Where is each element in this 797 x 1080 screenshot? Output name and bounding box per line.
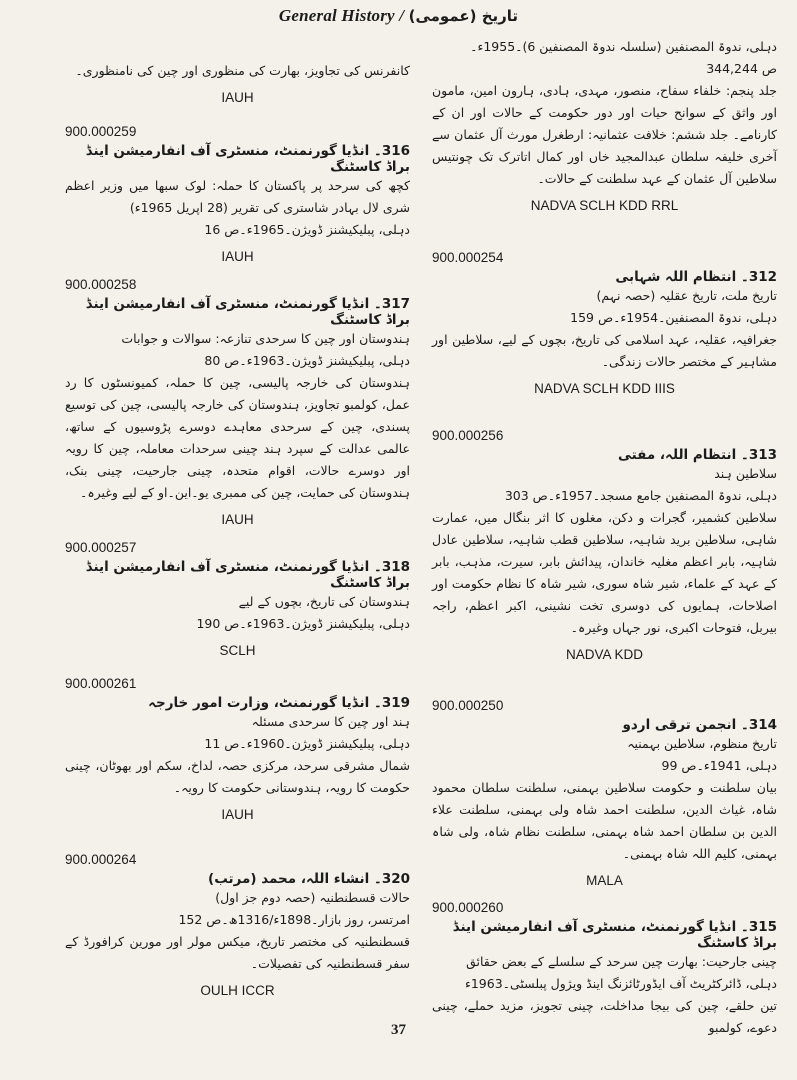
- bibliography-entry: [432, 428, 777, 662]
- entry-line: ہندوستان اور چین کا سرحدی تنازعہ: سوالات و جوابات: [121, 331, 410, 346]
- library-code: NADVA KDD: [565, 647, 644, 662]
- entry-line: دہلی، 1941ء۔ص 99: [661, 758, 777, 773]
- entry-description: جغرافیہ، عقلیہ، عہد اسلامی کی تاریخ، بچوں کے لیے، سلاطین اور مشاہیر کے مختصر حالات زندگی۔: [432, 332, 777, 369]
- accession-number: 900.000256: [432, 428, 504, 443]
- page-number: 37: [391, 1022, 406, 1038]
- page-header: [0, 6, 797, 26]
- bibliography-entry: [432, 36, 777, 213]
- accession-number: 900.000258: [65, 277, 137, 292]
- accession-number: 900.000250: [432, 698, 504, 713]
- entry-heading: 319۔ انڈیا گورنمنٹ، وزارت امور خارجہ: [148, 695, 410, 711]
- entry-heading: 314۔ انجمن ترقی اردو: [622, 717, 777, 733]
- entry-heading: 312۔ انتظام اللہ شہابی: [615, 269, 777, 285]
- entry-line: دہلی، ندوۃ المصنفین (سلسلہ ندوۃ المصنفین 6)۔1955ء۔: [470, 39, 777, 54]
- entry-line: دہلی، ندوۃ المصنفین جامع مسجد۔1957ء۔ص 303: [504, 488, 777, 503]
- entry-description: قسطنطنیہ کی مختصر تاریخ، میکس مولر اور مورین کرافورڈ کے سفر قسطنطنیہ کی تفصیلات۔: [65, 934, 410, 971]
- entry-description: جلد پنجم: خلفاء سفاح، منصور، مہدی، ہادی، ہارون امین، مامون اور واثق کے سوانح حیات اور دور حکومت کے حالات اور ان کے کارنامے۔ جلد ششم: خلافت عثمانیہ: ارطغرل مورث آل عثمان سے آخری خلیفہ سلطان عبدالمجید خاں اور کمال اتاترک تک چونتیس سلاطین آل عثمان کے عہد سلطنت کے حالات۔: [432, 83, 777, 186]
- library-code: IAUH: [221, 90, 254, 105]
- entry-line: دہلی، پبلیکیشنز ڈویژن۔1963ء۔ص 80: [204, 353, 410, 368]
- entry-line: ہند اور چین کا سرحدی مسئلہ: [251, 714, 410, 729]
- entry-heading: 320۔ انشاء اللہ، محمد (مرتب): [208, 871, 410, 887]
- library-code: SCLH: [219, 643, 256, 658]
- bibliography-entry: [432, 900, 777, 1039]
- accession-number: 900.000264: [65, 852, 137, 867]
- entry-line: ص 344,244: [706, 61, 777, 76]
- entry-line: ہندوستان کی تاریخ، بچوں کے لیے: [238, 594, 410, 609]
- entry-line: دہلی، پبلیکیشنز ڈویژن۔1960ء۔ص 11: [204, 736, 410, 751]
- bibliography-entry: [65, 852, 410, 998]
- header-title-ur: تاریخ (عمومی): [408, 7, 519, 25]
- header-title-en: General History /: [278, 6, 405, 25]
- library-code: OULH ICCR: [200, 983, 275, 998]
- entry-description: سلاطین کشمیر، گجرات و دکن، مغلوں کا اثر بنگال میں، عمارت شاہی، سلاطین برید شاہیہ، سلاطین قطب شاہیہ، سلاطین عادل شاہیہ، بابر اعظم مغلیہ خاندان، پیدائش بابر، سیرت، مذہب، بابر کے عہد کے علماء، شیر شاہ سوری، شیر شاہ کا نظام حکومت اور اصلاحات، ہمایوں کی دوسری تخت نشینی، اکبر اعظم، راجہ بیربل، فتوحات اکبری، نور جہاں وغیرہ۔: [432, 510, 777, 635]
- accession-number: 900.000260: [432, 900, 504, 915]
- library-code: IAUH: [221, 512, 254, 527]
- entry-line: دہلی، پبلیکیشنز ڈویژن۔1963ء۔ص 190: [196, 616, 410, 631]
- entry-description: ہندوستان کی خارجہ پالیسی، چین کا حملہ، کمیونسٹوں کا رد عمل، کولمبو تجاویز، ہندوستان کی خارجہ پالیسی، چین کی توسیع پسندی، چین کے سرحدی معاہدے دوسرے پڑوسیوں کے ساتھ، عالمی عدالت کے سپرد ہند چینی سرحدات معاملہ، چین کا رویہ اور دوسرے حالات، اقوام متحدہ، چینی جارحیت، چینی بنک، ہندوستان کی حمایت، چین کی ممبری یو۔این۔او کے لیے وغیرہ۔: [65, 375, 410, 500]
- entry-line: دہلی، ڈائرکٹریٹ آف ایڈورٹائزنگ اینڈ ویژول پبلسٹی۔1963ء: [464, 976, 777, 991]
- entry-heading: 317۔ انڈیا گورنمنٹ، منسٹری آف انفارمیشن اینڈ براڈ کاسٹنگ: [85, 296, 410, 328]
- library-code: IAUH: [221, 249, 254, 264]
- entry-description: شمال مشرقی سرحد، مرکزی حصہ، لداخ، سکم اور بھوٹان، چینی حکومت کا رویہ، ہندوستانی حکومت کا رویہ۔: [65, 758, 410, 795]
- library-code: MALA: [586, 873, 623, 888]
- entry-line: دہلی، پبلیکیشنز ڈویژن۔1965ء۔ص 16: [204, 222, 410, 237]
- entry-line: سلاطین ہند: [714, 466, 777, 481]
- entry-description: تین حلقے، چین کی بیجا مداخلت، چینی تجویز، مزید حملے، چینی دعوے، کولمبو: [432, 998, 777, 1035]
- accession-number: 900.000257: [65, 540, 137, 555]
- entry-description: بیان سلطنت و حکومت سلاطین بہمنی، سلطنت سلطان محمود شاہ، غیاث الدین، سلطنت احمد شاہ ولی بہمنی، سلطنت علاء الدین بن سلطان احمد شاہ بہمنی، سلطنت نظام شاہ، ولی شاہ بہمنی، کلیم اللہ شاہ بہمنی۔: [432, 780, 777, 861]
- bibliography-entry: [65, 277, 410, 527]
- bibliography-entry: [65, 676, 410, 822]
- accession-number: 900.000254: [432, 250, 504, 265]
- entry-description: کانفرنس کی تجاویز، بھارت کی منظوری اور چین کی نامنظوری۔: [75, 63, 410, 78]
- bibliography-entry: [432, 250, 777, 396]
- entry-line: تاریخ منظوم، سلاطین بہمنیہ: [627, 736, 777, 751]
- bibliography-entry: [432, 698, 777, 888]
- entry-line: حالات قسطنطنیہ (حصہ دوم جز اول): [215, 890, 410, 905]
- entry-heading: 316۔ انڈیا گورنمنٹ، منسٹری آف انفارمیشن اینڈ براڈ کاسٹنگ: [85, 143, 410, 175]
- bibliography-entry: [65, 124, 410, 264]
- library-code: NADVA SCLH KDD IIIS: [534, 381, 675, 396]
- entry-line: چینی جارحیت: بھارت چین سرحد کے سلسلے کے بعض حقائق: [466, 954, 777, 969]
- entry-line: تاریخ ملت، تاریخ عقلیہ (حصہ نہم): [596, 288, 777, 303]
- accession-number: 900.000261: [65, 676, 137, 691]
- bibliography-entry: [65, 540, 410, 658]
- entry-line: دہلی، ندوۃ المصنفین۔1954ء۔ص 159: [570, 310, 777, 325]
- entry-line: امرتسر، روز بازار۔1898ء/1316ھ۔ص 152: [178, 912, 410, 927]
- library-code: IAUH: [221, 807, 254, 822]
- library-code: NADVA SCLH KDD RRL: [530, 198, 679, 213]
- entry-heading: 318۔ انڈیا گورنمنٹ، منسٹری آف انفارمیشن اینڈ براڈ کاسٹنگ: [85, 559, 410, 591]
- bibliography-entry: [65, 60, 410, 105]
- accession-number: 900.000259: [65, 124, 137, 139]
- entry-heading: 313۔ انتظام اللہ، مفتی: [617, 447, 777, 463]
- entry-heading: 315۔ انڈیا گورنمنٹ، منسٹری آف انفارمیشن اینڈ براڈ کاسٹنگ: [452, 919, 777, 951]
- entry-description: کچھ کی سرحد پر پاکستان کا حملہ: لوک سبھا میں وزیر اعظم شری لال بہادر شاستری کی تقریر (28 اپریل 1965ء): [65, 178, 410, 215]
